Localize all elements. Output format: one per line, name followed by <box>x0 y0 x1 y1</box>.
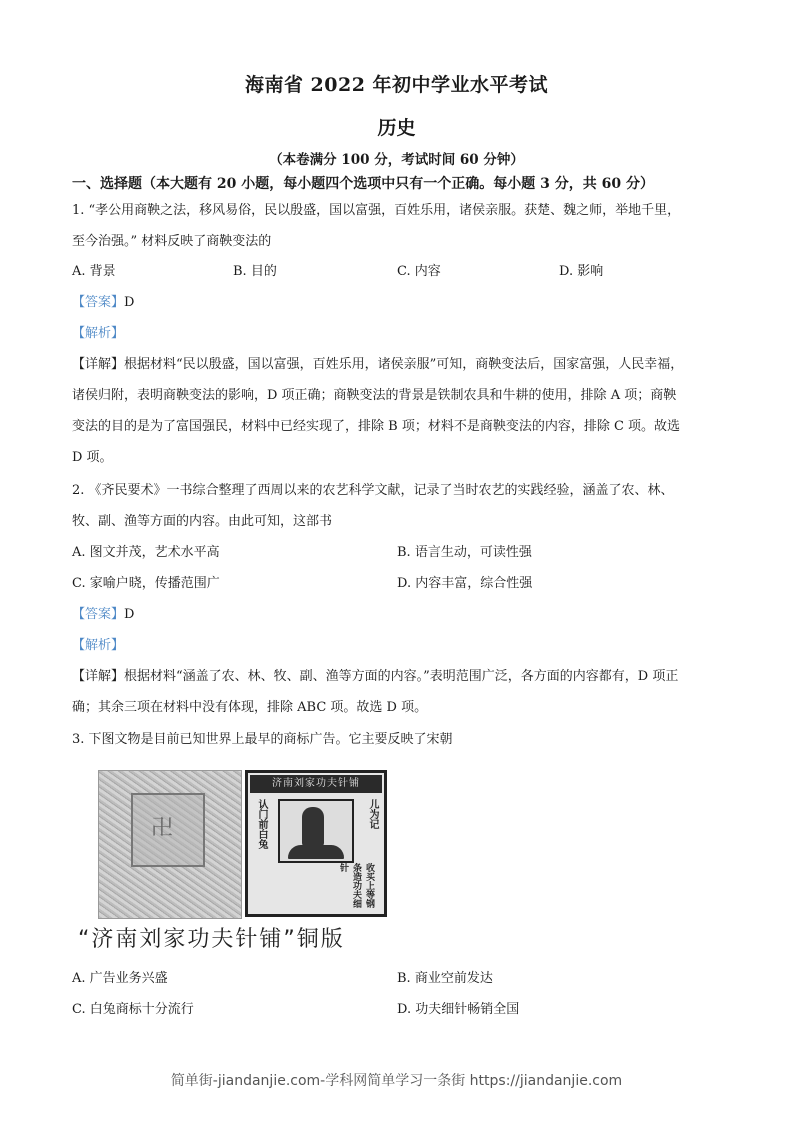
exam-note: （本卷满分 100 分，考试时间 60 分钟） <box>269 152 524 168</box>
q1-detail-line-3: 变法的目的是为了富国强民，材料中已经实现了，排除 B 项；材料不是商鞅变法的内容，排除 C 项。故选 <box>72 419 681 434</box>
ad-bottom-text: 收买上等钢条造功夫细针 <box>338 863 374 908</box>
q2-stem-line-1: 2. 《齐民要术》一书综合整理了西周以来的农艺科学文献，记录了当时农艺的实践经验，涵盖了农、林、 <box>72 483 674 498</box>
detail-label: 【详解】 <box>72 669 125 684</box>
plate-glyph: 卍 <box>151 816 174 841</box>
q3-stem-line-1: 3. 下图文物是目前已知世界上最早的商标广告。它主要反映了宋朝 <box>72 732 453 747</box>
subject-title: 历史 <box>377 117 416 139</box>
q1-detail-text-1: 根据材料“民以殷盛，国以富强，百姓乐用，诸侯亲服”可知，商鞅变法后，国家富强，人民幸福， <box>124 357 684 372</box>
ad-header: 济南刘家功夫针铺 <box>250 775 382 793</box>
q3-option-c: C. 白兔商标十分流行 <box>72 1002 194 1017</box>
q1-detail-line-2: 诸侯归附，表明商鞅变法的影响，D 项正确；商鞅变法的背景是铁制农具和牛耕的使用，排除 A 项；商鞅 <box>72 388 677 403</box>
q2-option-c: C. 家喻户晓，传播范围广 <box>72 576 220 591</box>
q1-option-d: D. 影响 <box>559 264 604 279</box>
q1-stem-line-1: 1. “孝公用商鞅之法，移风易俗，民以殷盛，国以富强，百姓乐用，诸侯亲服。获楚、魏之师，举地千里， <box>72 203 681 218</box>
q1-option-a: A. 背景 <box>72 264 116 279</box>
q1-detail-line-4: D 项。 <box>72 450 113 465</box>
q1-detail-line-1 <box>72 357 732 373</box>
q1-option-b: B. 目的 <box>233 264 277 279</box>
answer-label: 【答案】 <box>72 607 125 622</box>
copper-plate-rubbing <box>98 770 242 919</box>
q3-option-d: D. 功夫细针畅销全国 <box>397 1002 520 1017</box>
q2-analysis-label: 【解析】 <box>72 638 125 653</box>
rock-shape <box>288 845 344 859</box>
detail-label: 【详解】 <box>72 357 125 372</box>
exam-title: 海南省 2022 年初中学业水平考试 <box>244 74 549 96</box>
q1-analysis-label: 【解析】 <box>72 326 125 341</box>
q3-option-a: A. 广告业务兴盛 <box>72 971 168 986</box>
q1-answer <box>72 295 732 311</box>
q3-figure <box>98 770 388 920</box>
q1-option-c: C. 内容 <box>397 264 441 279</box>
q2-stem-line-2: 牧、副、渔等方面的内容。由此可知，这部书 <box>72 514 333 529</box>
ad-left-text: 认门前白兔 <box>256 799 267 849</box>
q2-option-d: D. 内容丰富，综合性强 <box>397 576 533 591</box>
q1-answer-value: D <box>124 295 135 310</box>
rabbit-icon <box>302 807 324 847</box>
q2-detail-line-2: 确；其余三项在材料中没有体现，排除 ABC 项。故选 D 项。 <box>72 700 428 715</box>
ad-right-text: 儿为记 <box>367 799 378 829</box>
q3-option-b: B. 商业空前发达 <box>397 971 493 986</box>
q2-answer <box>72 607 732 623</box>
rabbit-picture <box>278 799 354 863</box>
q2-detail-line-1 <box>72 669 732 685</box>
footer-watermark: 简单街-jiandanjie.com-学科网简单学习一条街 https://jiandanjie.com <box>170 1073 623 1089</box>
answer-label: 【答案】 <box>72 295 125 310</box>
advertisement-print <box>245 770 387 917</box>
q2-option-a: A. 图文并茂，艺术水平高 <box>72 545 220 560</box>
q1-stem-line-2: 至今治强。” 材料反映了商鞅变法的 <box>72 234 272 249</box>
q2-answer-value: D <box>124 607 135 622</box>
q2-option-b: B. 语言生动，可读性强 <box>397 545 532 560</box>
q2-detail-text-1: 根据材料“涵盖了农、林、牧、副、渔等方面的内容。”表明范围广泛，各方面的内容都有，D 项正 <box>124 669 679 684</box>
figure-caption: “济南刘家功夫针铺”铜版 <box>78 927 345 952</box>
section-heading: 一、选择题（本大题有 20 小题，每小题四个选项中只有一个正确。每小题 3 分，共 60 分） <box>72 176 654 192</box>
